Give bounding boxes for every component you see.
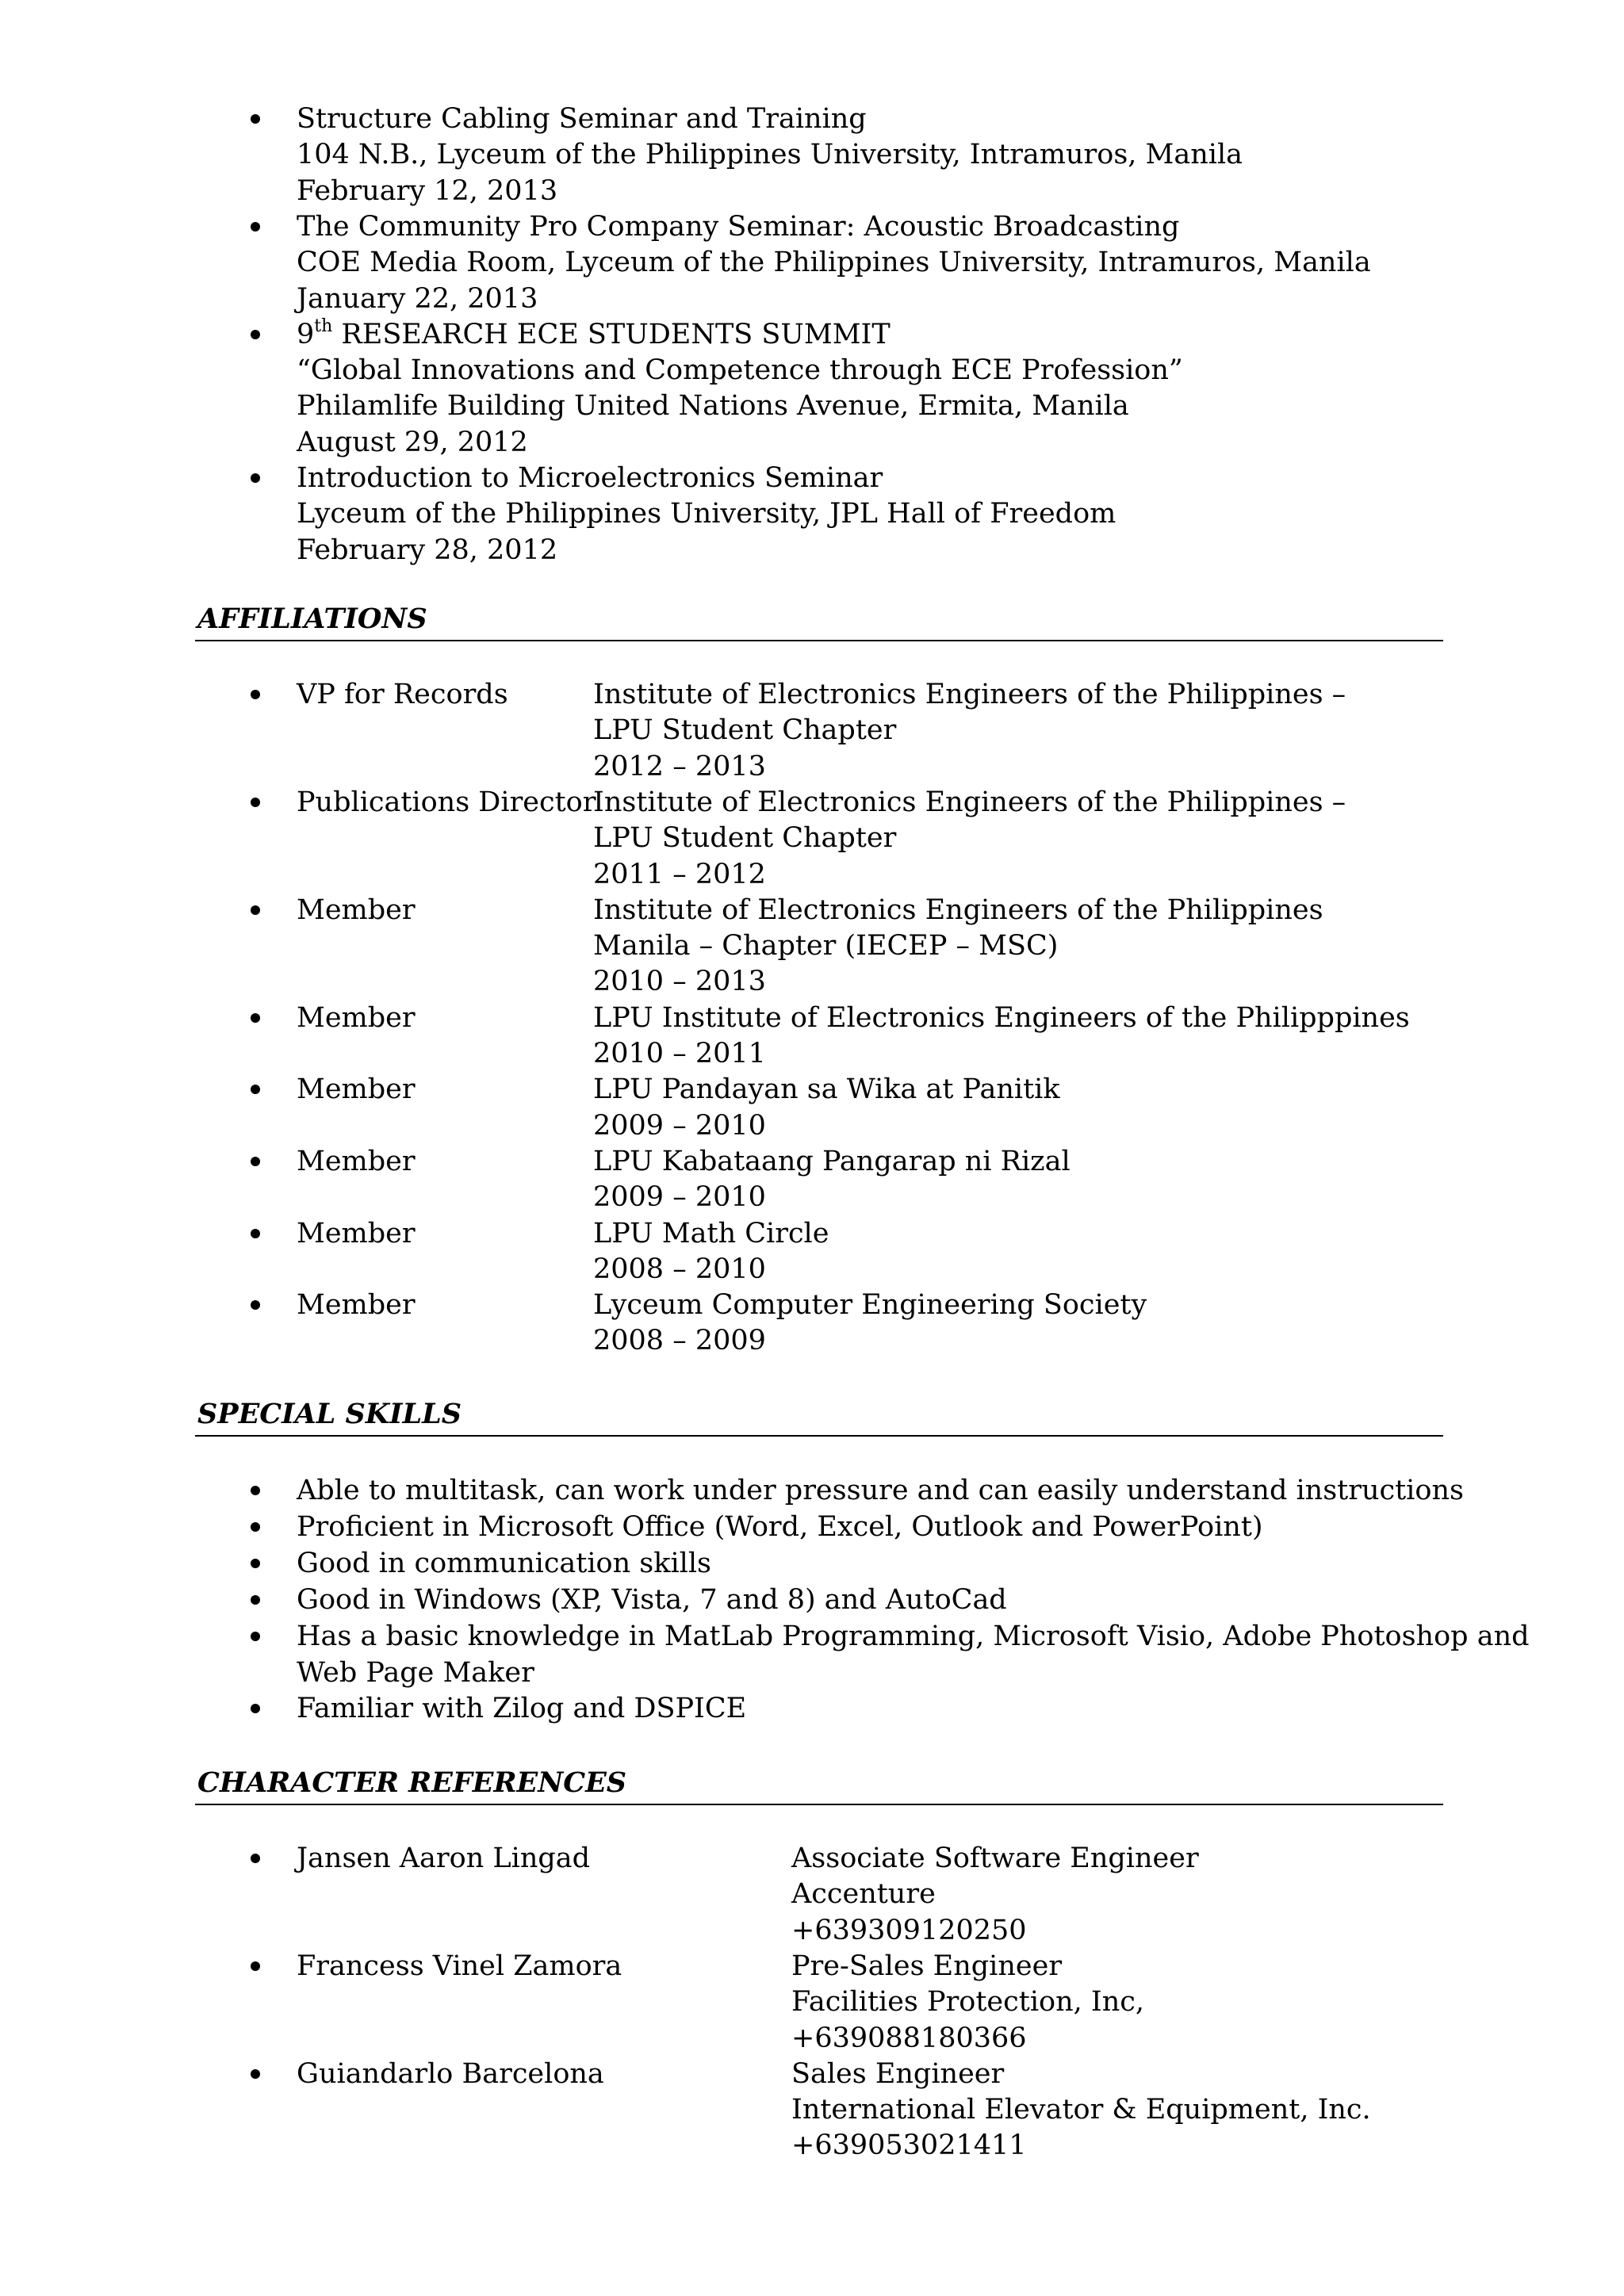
seminar-detail: COE Media Room, Lyceum of the Philippines University, Intramuros, Manila: [297, 247, 1371, 279]
affiliation-role: Publications Director: [297, 786, 596, 818]
section-heading-character-references: CHARACTER REFERENCES: [197, 1766, 627, 1799]
seminar-title: The Community Pro Company Seminar: Acoustic Broadcasting: [297, 210, 1180, 243]
affiliation-role: Member: [297, 1073, 416, 1106]
section-heading-special-skills: SPECIAL SKILLS: [197, 1398, 462, 1430]
affiliation-detail: LPU Pandayan sa Wika at Panitik: [593, 1073, 1060, 1106]
bullet-icon: [251, 1559, 260, 1568]
affiliation-detail: LPU Institute of Electronics Engineers of the Philipppines: [593, 1001, 1410, 1034]
reference-detail: +639088180366: [791, 2022, 1027, 2054]
bullet-icon: [251, 798, 260, 807]
reference-detail: Facilities Protection, Inc,: [791, 1986, 1144, 2019]
seminar-title: Structure Cabling Seminar and Training: [297, 103, 867, 135]
affiliation-detail: Manila – Chapter (IECEP – MSC): [593, 930, 1059, 962]
seminar-title: Introduction to Microelectronics Seminar: [297, 462, 883, 494]
bullet-icon: [251, 2069, 260, 2079]
seminar-detail: February 12, 2013: [297, 174, 558, 207]
section-heading-affiliations: AFFILIATIONS: [197, 603, 427, 635]
bullet-icon: [251, 114, 260, 124]
affiliation-detail: Lyceum Computer Engineering Society: [593, 1289, 1147, 1322]
bullet-icon: [251, 1632, 260, 1641]
skill-item: Familiar with Zilog and DSPICE: [297, 1693, 747, 1725]
bullet-icon: [251, 330, 260, 339]
affiliation-role: Member: [297, 1145, 416, 1177]
affiliation-detail: 2009 – 2010: [593, 1109, 766, 1142]
affiliation-role: Member: [297, 1289, 416, 1322]
reference-name: Guiandarlo Barcelona: [297, 2057, 604, 2090]
seminar-detail: 104 N.B., Lyceum of the Philippines University, Intramuros, Manila: [297, 139, 1243, 171]
bullet-icon: [251, 1704, 260, 1713]
seminar-title-ordinal-suffix: th: [314, 316, 333, 337]
seminar-detail: August 29, 2012: [297, 426, 528, 458]
affiliation-detail: LPU Student Chapter: [593, 714, 897, 747]
affiliation-role: Member: [297, 894, 416, 926]
reference-detail: Associate Software Engineer: [791, 1843, 1199, 1874]
bullet-icon: [251, 222, 260, 232]
section-divider: [195, 1804, 1443, 1805]
affiliation-detail: 2010 – 2013: [593, 966, 766, 998]
bullet-icon: [251, 1522, 260, 1532]
bullet-icon: [251, 473, 260, 483]
skill-item: Has a basic knowledge in MatLab Programming, Microsoft Visio, Adobe Photoshop and: [297, 1620, 1530, 1652]
reference-name: Jansen Aaron Lingad: [297, 1843, 591, 1874]
bullet-icon: [251, 1013, 260, 1023]
skill-item: Proficient in Microsoft Office (Word, Excel, Outlook and PowerPoint): [297, 1510, 1263, 1543]
skill-item: Web Page Maker: [297, 1656, 534, 1689]
section-divider: [195, 1435, 1443, 1437]
affiliation-detail: 2008 – 2010: [593, 1253, 766, 1285]
reference-detail: +639309120250: [791, 1914, 1027, 1946]
affiliation-detail: 2009 – 2010: [593, 1181, 766, 1214]
affiliation-detail: LPU Kabataang Pangarap ni Rizal: [593, 1145, 1071, 1177]
bullet-icon: [251, 1486, 260, 1495]
affiliation-detail: 2008 – 2009: [593, 1325, 766, 1357]
seminar-detail: Philamlife Building United Nations Avenue, Ermita, Manila: [297, 390, 1129, 423]
bullet-icon: [251, 1300, 260, 1310]
affiliation-detail: 2012 – 2013: [593, 750, 766, 783]
affiliation-detail: LPU Math Circle: [593, 1217, 829, 1249]
skill-item: Good in Windows (XP, Vista, 7 and 8) and AutoCad: [297, 1583, 1007, 1616]
affiliation-role: VP for Records: [297, 679, 508, 710]
reference-detail: Pre-Sales Engineer: [791, 1950, 1063, 1982]
seminar-title-ordinal: 9: [297, 318, 315, 350]
bullet-icon: [251, 1157, 260, 1166]
affiliation-role: Member: [297, 1001, 416, 1034]
skill-item: Good in communication skills: [297, 1547, 712, 1579]
affiliation-role: Member: [297, 1217, 416, 1249]
affiliation-detail: Institute of Electronics Engineers of the Philippines: [593, 894, 1323, 926]
affiliation-detail: 2010 – 2011: [593, 1038, 766, 1070]
bullet-icon: [251, 1085, 260, 1094]
seminar-detail: February 28, 2012: [297, 534, 558, 566]
affiliation-detail: LPU Student Chapter: [593, 822, 897, 855]
seminar-title-text: RESEARCH ECE STUDENTS SUMMIT: [332, 318, 891, 350]
seminar-detail: “Global Innovations and Competence through ECE Profession”: [297, 354, 1183, 387]
bullet-icon: [251, 1229, 260, 1238]
bullet-icon: [251, 905, 260, 915]
section-divider: [195, 640, 1443, 641]
bullet-icon: [251, 1595, 260, 1605]
affiliation-detail: Institute of Electronics Engineers of the Philippines –: [593, 786, 1346, 818]
skill-item: Able to multitask, can work under pressure and can easily understand instructions: [297, 1475, 1464, 1506]
bullet-icon: [251, 1854, 260, 1863]
affiliation-detail: 2011 – 2012: [593, 858, 766, 890]
seminar-detail: January 22, 2013: [297, 282, 538, 315]
affiliation-detail: Institute of Electronics Engineers of the Philippines –: [593, 679, 1346, 710]
reference-detail: Sales Engineer: [791, 2057, 1005, 2090]
seminar-title: [297, 317, 891, 353]
reference-name: Francess Vinel Zamora: [297, 1950, 622, 1982]
reference-detail: Accenture: [791, 1878, 936, 1911]
reference-detail: +639053021411: [791, 2130, 1027, 2162]
bullet-icon: [251, 690, 260, 699]
bullet-icon: [251, 1961, 260, 1971]
seminar-detail: Lyceum of the Philippines University, JPL Hall of Freedom: [297, 498, 1116, 530]
reference-detail: International Elevator & Equipment, Inc.: [791, 2094, 1371, 2126]
